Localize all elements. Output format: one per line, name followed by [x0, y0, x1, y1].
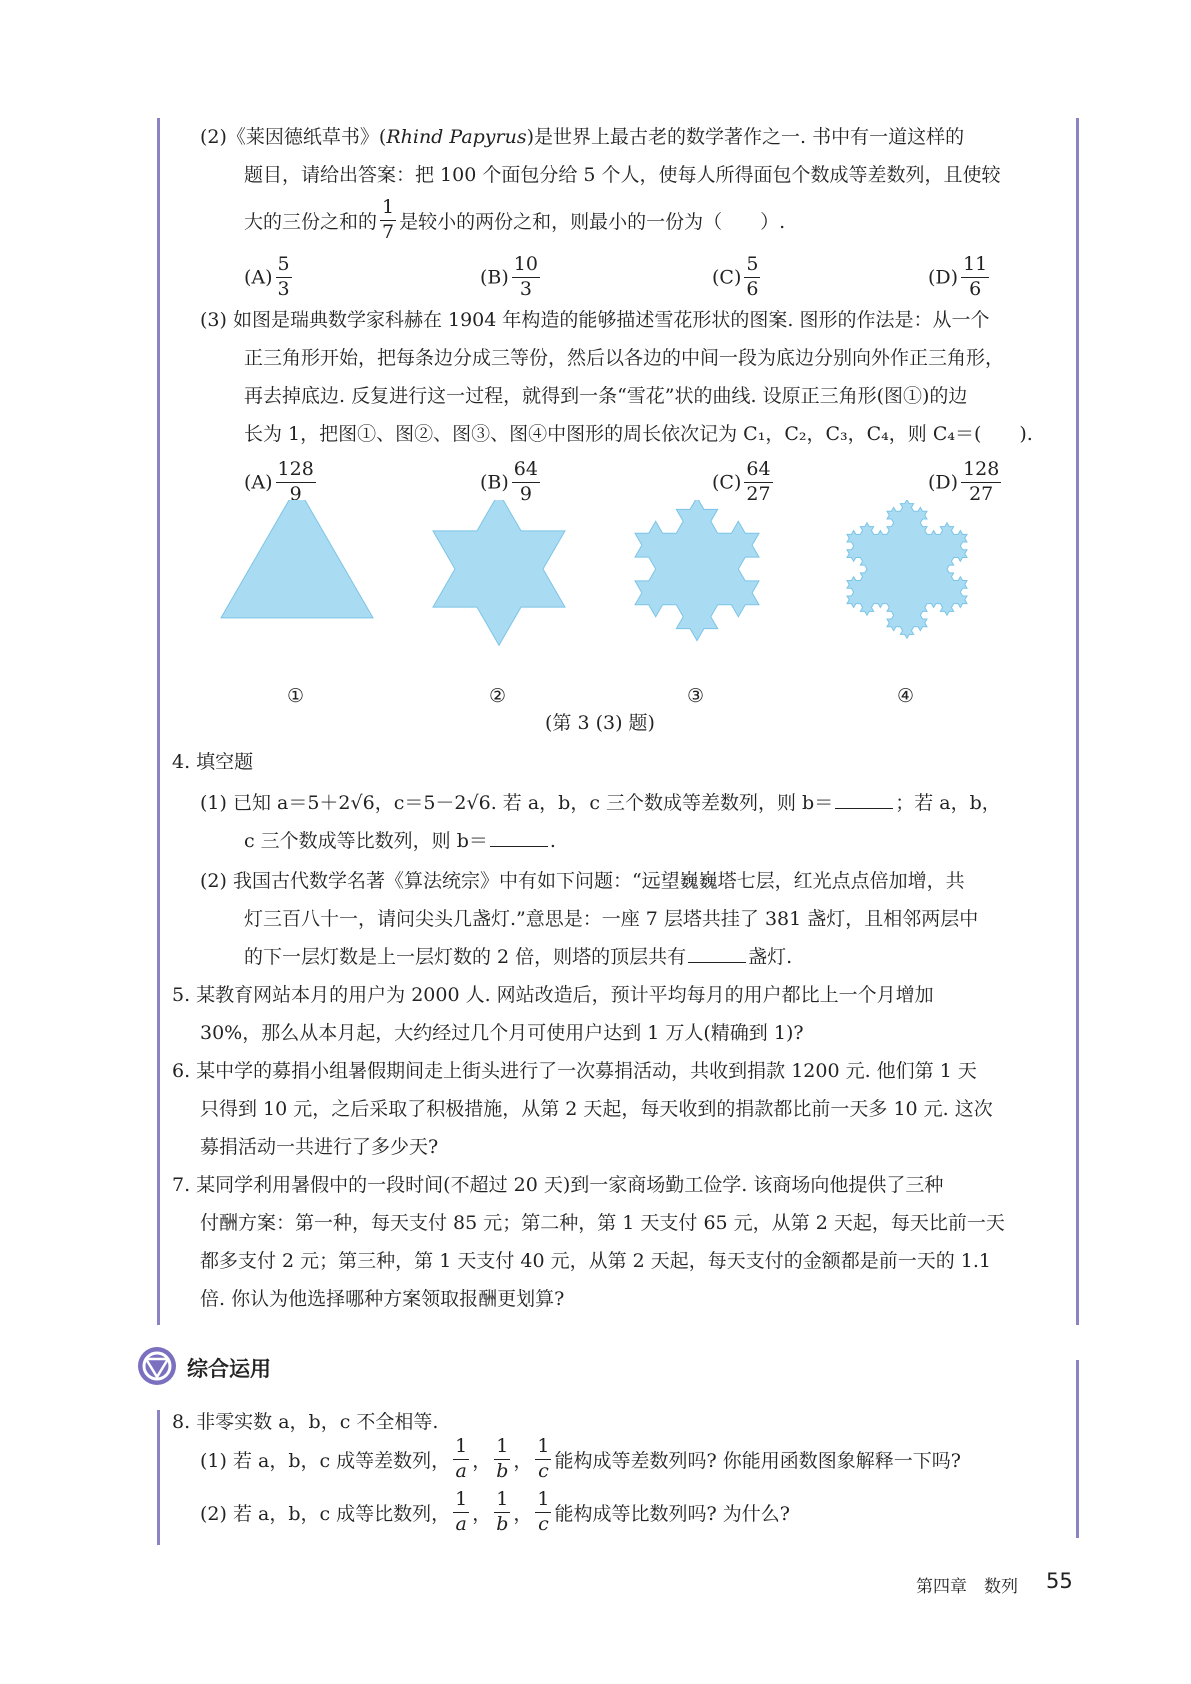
- answer-blank: [688, 961, 746, 963]
- left-margin-rule-top: [157, 118, 160, 1325]
- koch-iteration-4: [847, 500, 967, 638]
- figure-label-2: ②: [489, 685, 507, 707]
- answer-blank: [835, 807, 893, 809]
- right-margin-rule-bottom: [1076, 1360, 1079, 1538]
- q4-2-line1: (2) 我国古代数学名著《算法统宗》中有如下问题：“远望巍巍塔七层，红光点点倍加增，共: [200, 870, 965, 892]
- fraction-one-seventh: $\frac{1}{7}$: [382, 196, 395, 243]
- koch-iteration-2: [433, 500, 565, 645]
- q6-line3: 募捐活动一共进行了多少天?: [200, 1136, 439, 1158]
- q4-1-line1: (1) 已知 a＝5＋2√6，c＝5－2√6. 若 a，b，c 三个数成等差数列，则 b＝ ；若 a，b，: [200, 792, 1001, 814]
- q3-2-line2: 题目，请给出答案：把 100 个面包分给 5 个人，使每人所得面包个数成等差数列，且使较: [244, 164, 1001, 186]
- q3-2-line3: 大的三份之和的 $\frac{1}{7}$ 是较小的两份之和，则最小的一份为（ ）.: [244, 196, 786, 243]
- left-margin-rule-bottom: [157, 1410, 160, 1545]
- q3-3-option-a: (A) $\frac{128}{9}$: [244, 458, 314, 505]
- section-emblem-icon: [137, 1346, 177, 1386]
- q8-line1: 8. 非零实数 a，b，c 不全相等.: [172, 1411, 439, 1433]
- q3-2-option-b: (B) $\frac{10}{3}$: [480, 253, 538, 300]
- q3-2-option-c: (C) $\frac{5}{6}$: [712, 253, 759, 300]
- q6-line2: 只得到 10 元，之后采取了积极措施，从第 2 天起，每天收到的捐款都比前一天多 10 元. 这次: [200, 1098, 993, 1120]
- q4-2-line3: 的下一层灯数是上一层灯数的 2 倍，则塔的顶层共有 盏灯.: [244, 946, 793, 968]
- q3-3-line4: 长为 1，把图①、图②、图③、图④中图形的周长依次记为 C₁，C₂，C₃，C₄，则 C₄＝( ).: [244, 423, 1033, 445]
- q6-line1: 6. 某中学的募捐小组暑假期间走上街头进行了一次募捐活动，共收到捐款 1200 元. 他们第 1 天: [172, 1060, 977, 1082]
- figure-label-4: ④: [897, 685, 915, 707]
- right-margin-rule-top: [1076, 118, 1079, 1325]
- q3-3-line3: 再去掉底边. 反复进行这一过程，就得到一条“雪花”状的曲线. 设原正三角形(图①)的边: [244, 385, 968, 407]
- section-title: 综合运用: [187, 1357, 271, 1381]
- rhind-papyrus-title: Rhind Papyrus: [386, 126, 527, 148]
- koch-iteration-1: [221, 500, 373, 618]
- q3-3-option-c: (C) $\frac{64}{27}$: [712, 458, 771, 505]
- koch-iteration-3: [635, 500, 759, 641]
- q7-line4: 倍. 你认为他选择哪种方案领取报酬更划算?: [200, 1288, 565, 1310]
- q7-line2: 付酬方案：第一种，每天支付 85 元；第二种，第 1 天支付 65 元，从第 2 天起，每天比前一天: [200, 1212, 1005, 1234]
- q5-line1: 5. 某教育网站本月的用户为 2000 人. 网站改造后，预计平均每月的用户都比上一个月增加: [172, 984, 934, 1006]
- q3-2-option-d: (D) $\frac{11}{6}$: [928, 253, 988, 300]
- q7-line3: 都多支付 2 元；第三种，第 1 天支付 40 元，从第 2 天起，每天支付的金额都是前一天的 1.1: [200, 1250, 992, 1272]
- figure-caption: (第 3 (3) 题): [545, 712, 655, 734]
- figure-label-3: ③: [687, 685, 705, 707]
- q3-3-line2: 正三角形开始，把每条边分成三等份，然后以各边的中间一段为底边分别向外作正三角形，: [244, 347, 1005, 369]
- q4-1-line2: c 三个数成等比数列，则 b＝ .: [244, 830, 556, 852]
- q3-3-option-d: (D) $\frac{128}{27}$: [928, 458, 1000, 505]
- q8-2: (2) 若 a，b，c 成等比数列， $\frac{1}{a}$ ， $\frac{1}{b}$ ， $\frac{1}{c}$ 能构成等比数列吗? 为什么?: [200, 1488, 790, 1535]
- q3-2-option-a: (A) $\frac{5}{3}$: [244, 253, 290, 300]
- footer-chapter: 第四章 数列: [916, 1577, 1018, 1597]
- q8-1: (1) 若 a，b，c 成等差数列， $\frac{1}{a}$ ， $\frac{1}{b}$ ， $\frac{1}{c}$ 能构成等差数列吗? 你能用函数图象解释一下吗?: [200, 1435, 961, 1482]
- answer-blank: [490, 845, 548, 847]
- q4-title: 4. 填空题: [172, 751, 254, 773]
- figure-label-1: ①: [287, 685, 305, 707]
- q7-line1: 7. 某同学利用暑假中的一段时间(不超过 20 天)到一家商场勤工俭学. 该商场向他提供了三种: [172, 1174, 944, 1196]
- q5-line2: 30%，那么从本月起，大约经过几个月可使用户达到 1 万人(精确到 1)?: [200, 1022, 804, 1044]
- page-number: 55: [1046, 1569, 1073, 1593]
- q4-2-line2: 灯三百八十一，请问尖头几盏灯.”意思是：一座 7 层塔共挂了 381 盏灯，且相邻两层中: [244, 908, 979, 930]
- q3-3-option-b: (B) $\frac{64}{9}$: [480, 458, 538, 505]
- koch-snowflake-figures: [0, 500, 1191, 700]
- q3-3-line1: (3) 如图是瑞典数学家科赫在 1904 年构造的能够描述雪花形状的图案. 图形的作法是：从一个: [200, 309, 990, 331]
- q3-2-line1: (2)《莱因德纸草书》(Rhind Papyrus)是世界上最古老的数学著作之一. 书中有一道这样的: [200, 126, 965, 148]
